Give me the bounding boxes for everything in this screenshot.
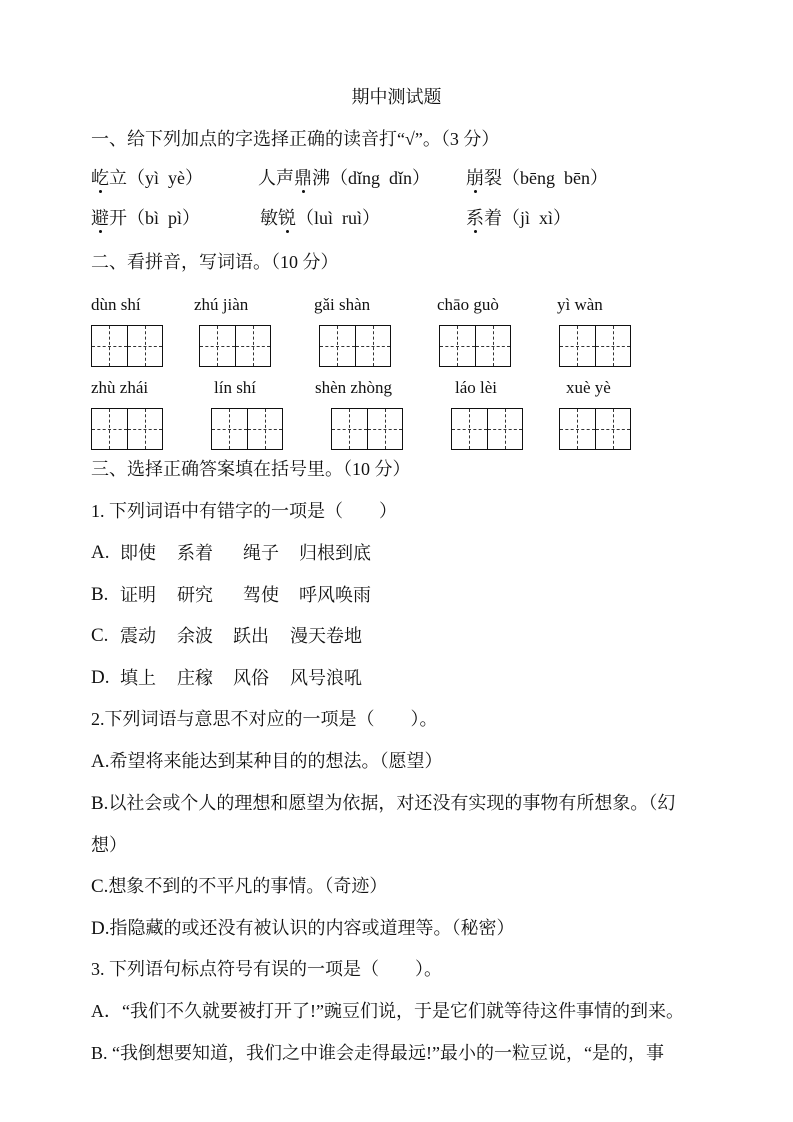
option-label: A. [91,751,110,772]
option-word: 震动 [120,626,156,646]
writing-grid [211,408,283,450]
pinyin-options: （yì yè） [127,168,203,188]
option-word: 漫天卷地 [290,626,362,646]
grid-cell [92,409,127,449]
option-label: B. [91,584,109,605]
page-title: 期中测试题 [351,87,442,107]
section2-heading: 二、看拼音，写词语。（10 分） [91,252,339,272]
grid-cell [355,326,391,366]
option-row [91,541,691,565]
option-word: 系着 [177,543,213,563]
option-word: 风俗 [233,668,269,688]
pinyin-options: （bēng bēn） [502,168,608,188]
question-stem: 2.下列词语与意思不对应的一项是（ ）。 [91,709,438,729]
option-text: 指隐藏的或还没有被认识的内容或道理等。（秘密） [109,918,515,938]
grid-cell [367,409,403,449]
option-word: 庄稼 [177,668,213,688]
option-row [91,666,691,690]
word-part: 沸 [312,168,330,188]
option-line [91,999,684,1023]
option-word: 研究 [177,585,213,605]
dotted-character: 锐 [278,208,296,228]
option-label: C. [91,876,109,897]
option-text: “我倒想要知道，我们之中谁会走得最远!”最小的一粒豆说，“是的，事 [112,1043,664,1063]
grid-cell [235,326,271,366]
option-text: “我们不久就要被打开了!”豌豆们说，于是它们就等待这件事情的到来。 [122,1001,684,1021]
dotted-character: 系 [466,208,484,228]
option-text-continued: 想） [91,835,127,855]
question-stem: 3. 下列语句标点符号有误的一项是（ ）。 [91,959,442,979]
word-part: 着 [484,208,502,228]
pinyin-label: dùn shí [91,295,141,314]
reading-item [258,166,430,190]
grid-cell [320,326,355,366]
section1-heading: 一、给下列加点的字选择正确的读音打“√”。（3 分） [91,129,500,149]
option-word: 风号浪吼 [290,668,362,688]
writing-grid [319,325,391,367]
option-label: C. [91,625,109,646]
pinyin-label: láo lèi [455,378,498,397]
grid-cell [212,409,247,449]
section3-heading: 三、选择正确答案填在括号里。（10 分） [91,459,411,479]
word-part: 敏 [260,208,278,228]
option-line [91,749,442,774]
option-word: 证明 [120,585,156,605]
word-part: 人声 [258,168,294,188]
writing-grid [331,408,403,450]
option-word: 绳子 [243,543,279,563]
reading-item [91,206,200,230]
reading-item [91,166,203,190]
grid-cell [440,326,475,366]
pinyin-label: xuè yè [566,378,611,397]
pinyin-label: yì wàn [557,295,603,314]
writing-grid [559,325,631,367]
grid-cell [595,326,631,366]
reading-item [260,206,380,230]
word-part: 开 [109,208,127,228]
option-line [91,916,514,941]
word-part: 裂 [484,168,502,188]
option-word: 呼风唤雨 [299,585,371,605]
reading-item [466,166,608,190]
option-line [91,1041,664,1065]
dotted-character: 避 [91,208,109,228]
grid-cell [247,409,283,449]
pinyin-options: （bì pì） [127,208,201,228]
pinyin-label: lín shí [214,378,257,397]
option-label: D. [91,667,110,688]
option-label: A. [91,542,110,563]
option-word: 填上 [120,668,156,688]
writing-grid [91,325,163,367]
pinyin-label: zhù zhái [91,378,149,397]
option-word: 驾使 [243,585,279,605]
pinyin-label: zhú jiàn [194,295,249,314]
writing-grid [91,408,163,450]
writing-grid [439,325,511,367]
writing-grid [559,408,631,450]
option-word: 余波 [177,626,213,646]
question-stem: 1. 下列词语中有错字的一项是（ ） [91,501,397,521]
grid-cell [595,409,631,449]
grid-cell [560,409,595,449]
dotted-character: 屹 [91,168,109,188]
word-part: 立 [109,168,127,188]
pinyin-options: （luì ruì） [296,208,380,228]
dotted-character: 崩 [466,168,484,188]
grid-cell [487,409,523,449]
grid-cell [475,326,511,366]
pinyin-options: （jì xì） [502,208,572,228]
option-word: 归根到底 [299,543,371,563]
option-label: B. [91,793,109,814]
dotted-character: 鼎 [294,168,312,188]
option-word: 跃出 [233,626,269,646]
writing-grid [199,325,271,367]
option-text: 想象不到的不平凡的事情。（奇迹） [108,876,388,896]
option-text: 以社会或个人的理想和愿望为依据，对还没有实现的事物有所想象。（幻 [108,793,676,813]
option-line [91,874,387,899]
grid-cell [332,409,367,449]
grid-cell [452,409,487,449]
grid-cell [127,326,163,366]
option-label: A． [91,1001,122,1021]
reading-item [466,206,571,230]
option-label: B. [91,1043,113,1063]
pinyin-label: chāo guò [437,295,499,314]
pinyin-label: shèn zhòng [315,378,392,397]
option-line [91,791,675,816]
option-text: 希望将来能达到某种目的的想法。（愿望） [109,751,443,771]
pinyin-options: （dǐng dǐn） [330,168,431,188]
option-word: 即使 [120,543,156,563]
writing-grid [451,408,523,450]
grid-cell [560,326,595,366]
pinyin-label: gǎi shàn [314,295,371,314]
grid-cell [127,409,163,449]
grid-cell [200,326,235,366]
option-row [91,583,691,607]
option-label: D. [91,918,110,939]
grid-cell [92,326,127,366]
option-row [91,624,691,648]
